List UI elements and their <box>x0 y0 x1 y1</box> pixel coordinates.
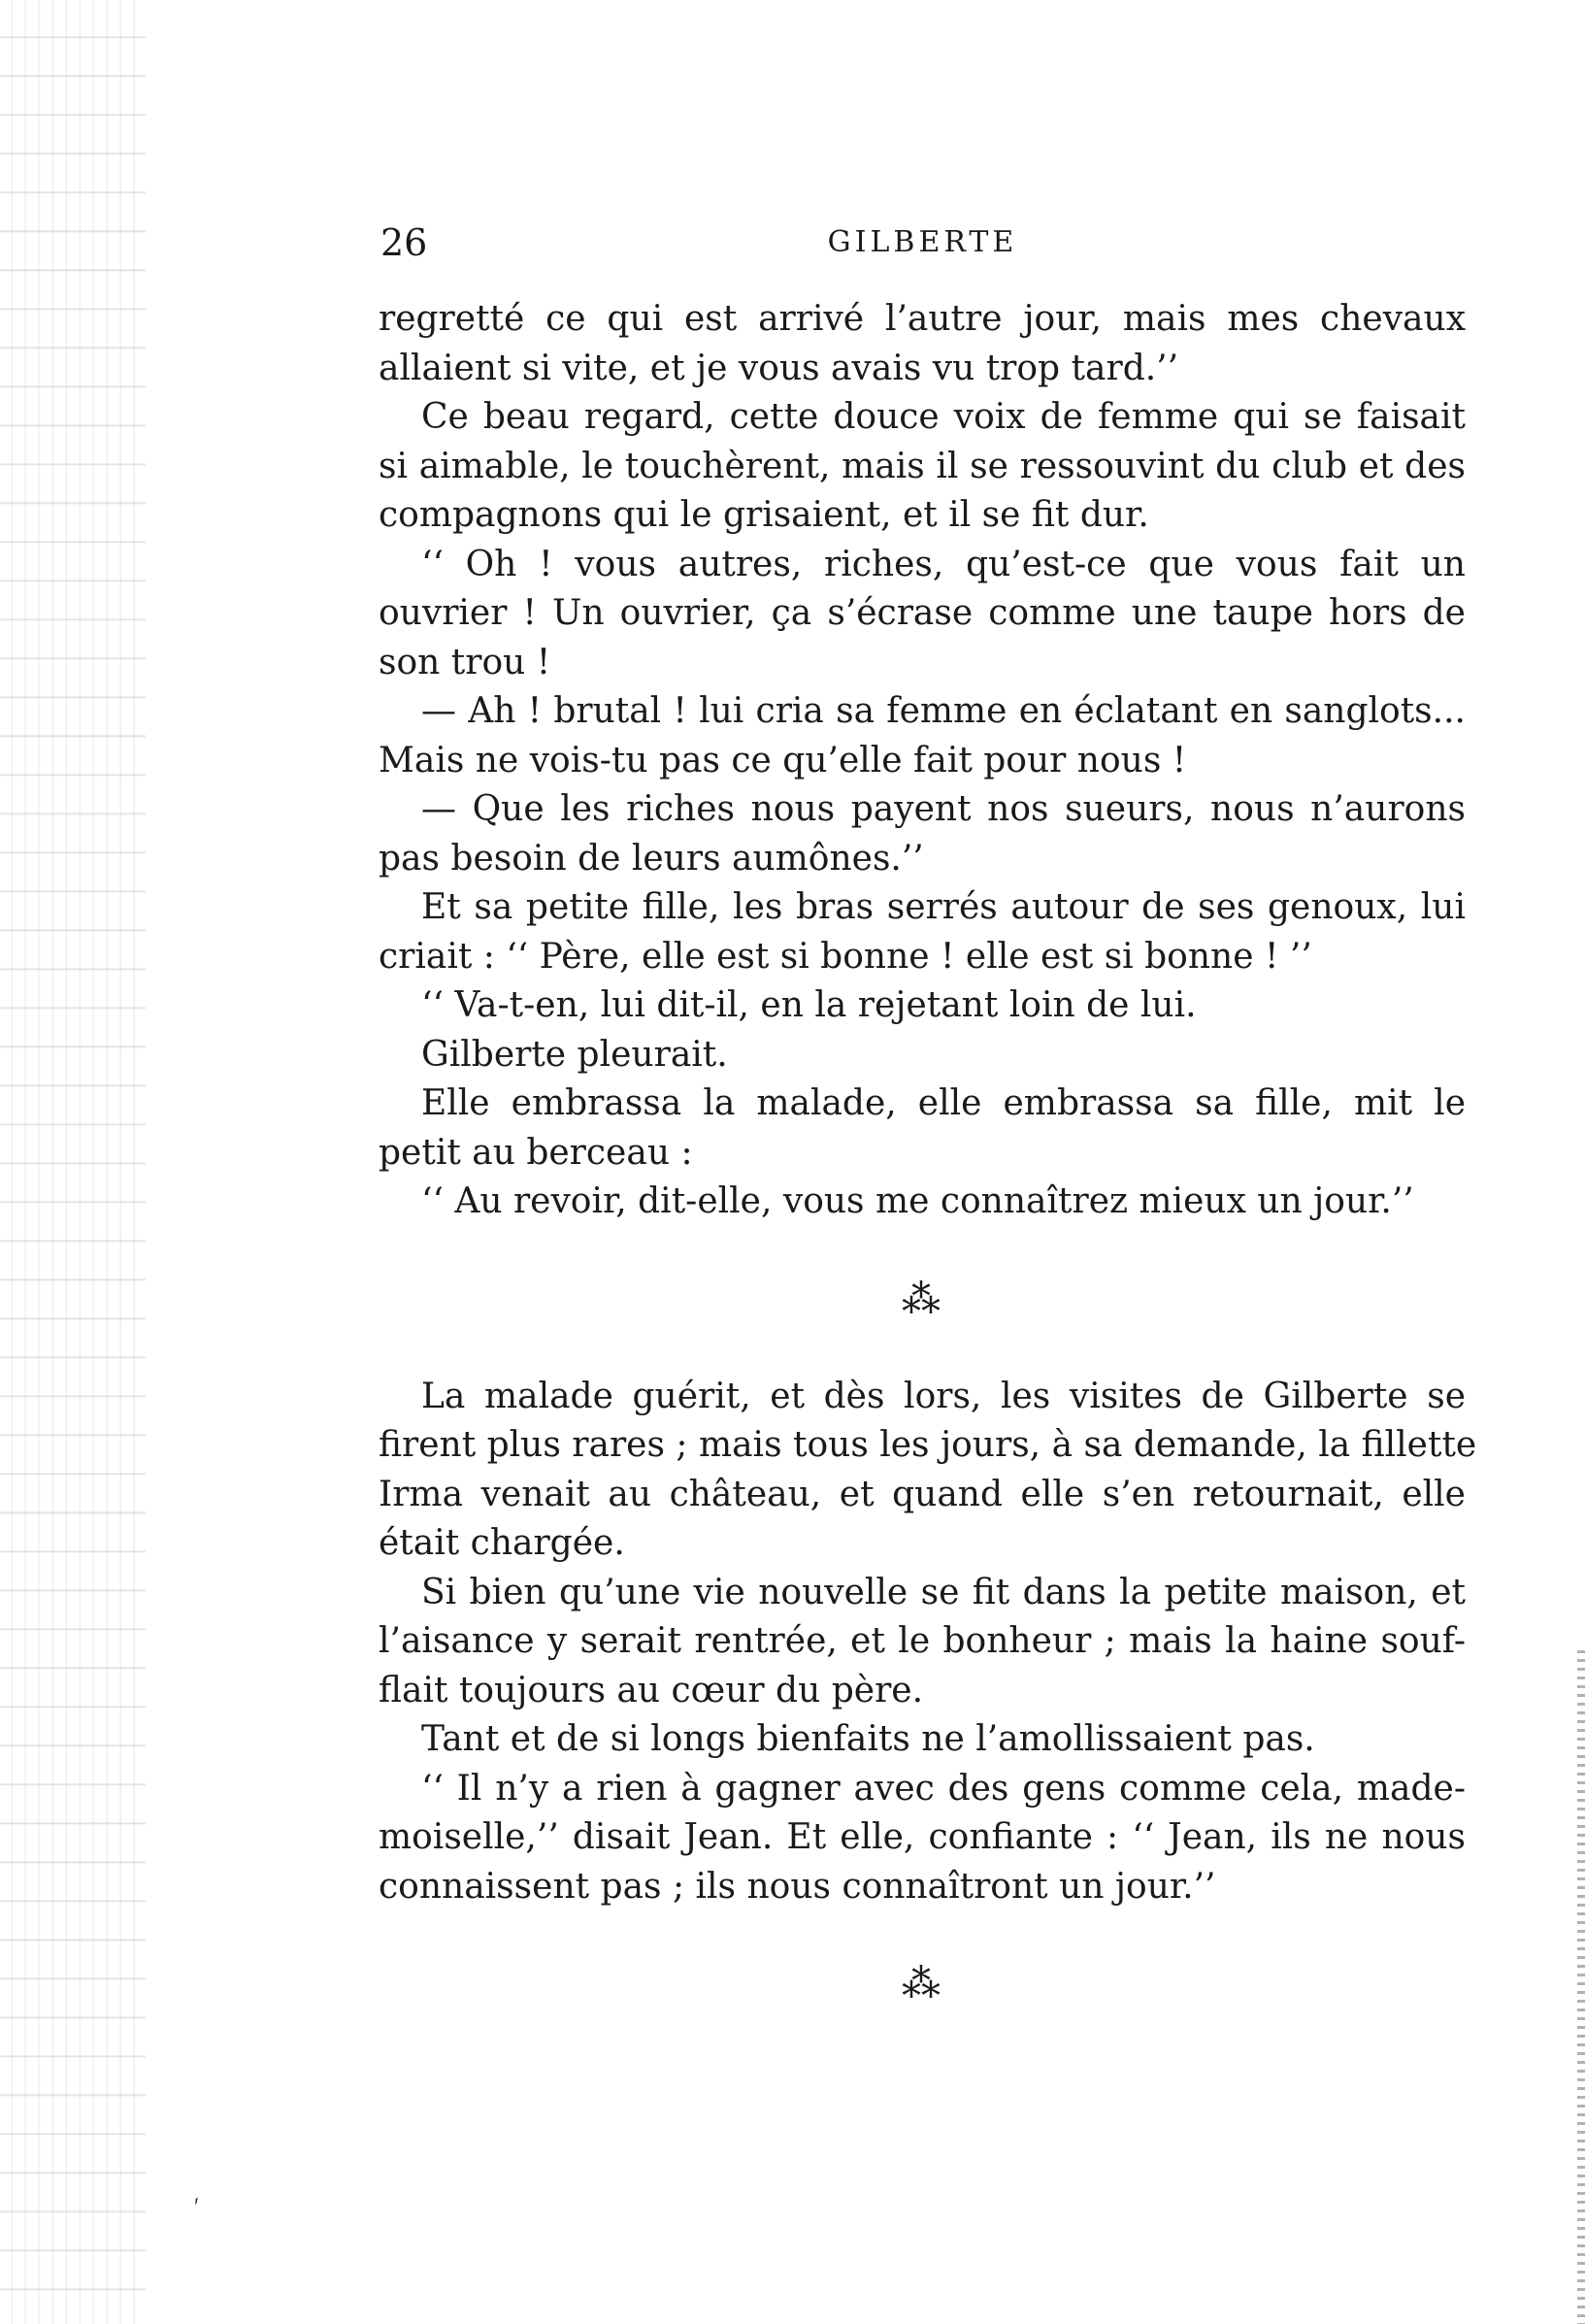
text-line: Elle embrassa la malade, elle embrassa sa fille, mit le <box>421 1083 1466 1123</box>
page-header <box>380 218 1465 267</box>
text-line: Irma venait au château, et quand elle s’en retournait, elle <box>379 1474 1466 1514</box>
text-line: son trou ! <box>379 642 551 682</box>
running-head: GILBERTE <box>827 225 1018 259</box>
text-line: Gilberte pleurait. <box>421 1034 728 1075</box>
page-number: 26 <box>380 221 428 264</box>
text-line: ‘‘ Il n’y a rien à gagner avec des gens comme cela, made- <box>421 1768 1466 1809</box>
text-line: compagnons qui le grisaient, et il se fit dur. <box>379 495 1149 535</box>
text-line: ‘‘ Au revoir, dit-elle, vous me connaîtrez mieux un jour.’’ <box>421 1181 1414 1221</box>
text-line: ‘‘ Va-t-en, lui dit-il, en la rejetant loin de lui. <box>421 985 1197 1025</box>
asterism-divider <box>379 1227 1466 1373</box>
text-line: petit au berceau : <box>379 1132 693 1173</box>
scan-edge-right <box>1577 1650 1585 2324</box>
text-line: Si bien qu’une vie nouvelle se fit dans la petite maison, et <box>421 1572 1466 1612</box>
text-section-1 <box>379 295 1466 1227</box>
text-line: connaissent pas ; ils nous connaîtront un jour.’’ <box>379 1866 1216 1907</box>
page-body <box>379 295 1477 2057</box>
text-line: — Que les riches nous payent nos sueurs, nous n’aurons <box>421 789 1466 829</box>
text-line: firent plus rares ; mais tous les jours, à sa demande, la fillette <box>379 1425 1477 1465</box>
text-section-2 <box>379 1373 1477 1912</box>
text-line: si aimable, le touchèrent, mais il se ressouvint du club et des <box>379 446 1466 486</box>
text-line: regretté ce qui est arrivé l’autre jour, mais mes chevaux <box>379 299 1466 339</box>
scan-edge-left <box>0 0 146 2324</box>
text-line: ‘‘ Oh ! vous autres, riches, qu’est-ce que vous fait un <box>421 544 1466 584</box>
text-line: criait : ‘‘ Père, elle est si bonne ! elle est si bonne ! ’’ <box>379 936 1312 977</box>
text-line: moiselle,’’ disait Jean. Et elle, confiante : ‘‘ Jean, ils ne nous <box>379 1817 1466 1857</box>
text-line: Ce beau regard, cette douce voix de femme qui se faisait <box>421 397 1466 437</box>
text-line: pas besoin de leurs aumônes.’’ <box>379 838 924 879</box>
text-line: La malade guérit, et dès lors, les visites de Gilberte se <box>421 1376 1466 1416</box>
text-line: Tant et de si longs bienfaits ne l’amollissaient pas. <box>421 1719 1315 1759</box>
text-line: — Ah ! brutal ! lui cria sa femme en éclatant en sanglots... <box>421 691 1466 731</box>
text-line: allaient si vite, et je vous avais vu trop tard.’’ <box>379 348 1179 388</box>
asterism-divider <box>379 1911 1466 2057</box>
text-line: flait toujours au cœur du père. <box>379 1670 924 1710</box>
stray-mark: ˊ <box>187 2194 214 2227</box>
asterism-glyph: ⁂ <box>902 1277 942 1322</box>
text-line: Mais ne vois-tu pas ce qu’elle fait pour nous ! <box>379 740 1187 780</box>
text-line: ouvrier ! Un ouvrier, ça s’écrase comme une taupe hors de <box>379 593 1466 633</box>
text-line: l’aisance y serait rentrée, et le bonheur ; mais la haine souf- <box>379 1621 1466 1661</box>
text-line: était chargée. <box>379 1523 625 1563</box>
asterism-glyph: ⁂ <box>902 1962 942 2007</box>
text-line: Et sa petite fille, les bras serrés autour de ses genoux, lui <box>421 887 1466 927</box>
